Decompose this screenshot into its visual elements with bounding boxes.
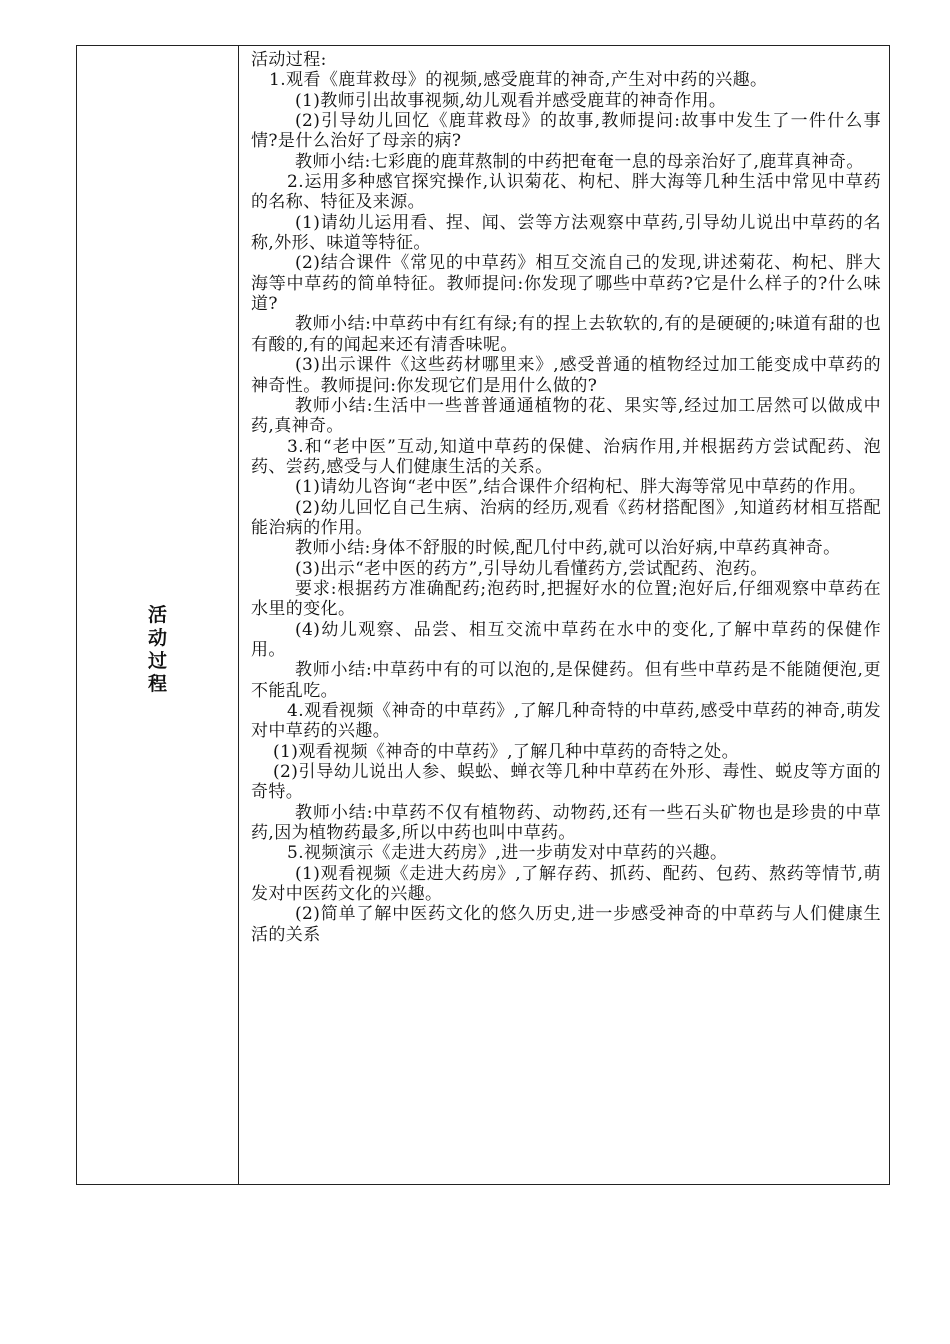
content-paragraph: 教师小结:中草药中有的可以泡的,是保健药。但有些中草药是不能随便泡,更不能乱吃。	[251, 660, 881, 701]
content-paragraph: (2)幼儿回忆自己生病、治病的经历,观看《药材搭配图》,知道药材相互搭配能治病的作用。	[251, 497, 881, 538]
content-paragraph: (2)引导幼儿回忆《鹿茸救母》的故事,教师提问:故事中发生了一件什么事情?是什么治好了母亲的病?	[251, 111, 881, 152]
section-label-char: 活	[147, 604, 167, 626]
activity-content	[251, 50, 881, 945]
section-label-char: 动	[147, 627, 167, 649]
content-paragraph: (3)出示“老中医的药方”,引导幼儿看懂药方,尝试配药、泡药。	[295, 558, 768, 579]
content-paragraph: (1)观看视频《走进大药房》,了解存药、抓药、配药、包药、熬药等情节,萌发对中医药文化的兴趣。	[251, 863, 881, 905]
content-paragraph: 3.和“老中医”互动,知道中草药的保健、治病作用,并根据药方尝试配药、泡药、尝药,感受与人们健康生活的关系。	[251, 436, 881, 477]
content-paragraph: (2)引导幼儿说出人参、蜈蚣、蝉衣等几种中草药在外形、毒性、蜕皮等方面的奇特。	[251, 762, 881, 803]
content-paragraph: 5.视频演示《走进大药房》,进一步萌发对中草药的兴趣。	[287, 843, 728, 864]
label-cell	[77, 46, 239, 1184]
content-paragraph: (3)出示课件《这些药材哪里来》,感受普通的植物经过加工能变成中草药的神奇性。教师提问:你发现它们是用什么做的?	[251, 355, 881, 396]
content-paragraph: (2)简单了解中医药文化的悠久历史,进一步感受神奇的中草药与人们健康生活的关系	[251, 904, 881, 945]
content-paragraph: (1)请幼儿咨询“老中医”,结合课件介绍枸杞、胖大海等常见中草药的作用。	[295, 477, 867, 498]
content-paragraph: 4.观看视频《神奇的中草药》,了解几种奇特的中草药,感受中草药的神奇,萌发对中草药的兴趣。	[251, 701, 881, 742]
content-paragraph: (1)教师引出故事视频,幼儿观看并感受鹿茸的神奇作用。	[295, 90, 727, 111]
content-paragraph: (1)观看视频《神奇的中草药》,了解几种中草药的奇特之处。	[273, 741, 740, 762]
content-paragraph: 1.观看《鹿茸救母》的视频,感受鹿茸的神奇,产生对中药的兴趣。	[269, 70, 768, 91]
content-paragraph: 教师小结:中草药不仅有植物药、动物药,还有一些石头矿物也是珍贵的中草药,因为植物药最多,所以中药也叫中草药。	[251, 802, 881, 844]
content-paragraph: (2)结合课件《常见的中草药》相互交流自己的发现,讲述菊花、枸杞、胖大海等中草药的简单特征。教师提问:你发现了哪些中草药?它是什么样子的?什么味道?	[251, 253, 881, 315]
section-label	[77, 604, 238, 696]
activity-table	[76, 45, 890, 1185]
content-paragraph: (4)幼儿观察、品尝、相互交流中草药在水中的变化,了解中草药的保健作用。	[251, 619, 881, 660]
content-paragraph: (1)请幼儿运用看、捏、闻、尝等方法观察中草药,引导幼儿说出中草药的名称,外形、味道等特征。	[251, 212, 881, 254]
content-paragraph: 教师小结:身体不舒服的时候,配几付中药,就可以治好病,中草药真神奇。	[295, 538, 841, 559]
section-label-char: 程	[147, 673, 167, 695]
content-paragraph: 教师小结:生活中一些普普通通植物的花、果实等,经过加工居然可以做成中药,真神奇。	[251, 395, 881, 437]
content-cell	[239, 46, 889, 1184]
content-paragraph: 活动过程:	[251, 50, 327, 70]
content-paragraph: 2.运用多种感官探究操作,认识菊花、枸杞、胖大海等几种生活中常见中草药的名称、特征及来源。	[251, 172, 881, 213]
content-paragraph: 教师小结:七彩鹿的鹿茸熬制的中药把奄奄一息的母亲治好了,鹿茸真神奇。	[295, 151, 864, 172]
content-paragraph: 教师小结:中草药中有红有绿;有的捏上去软软的,有的是硬硬的;味道有甜的也有酸的,有的闻起来还有清香味呢。	[251, 314, 881, 355]
section-label-char: 过	[147, 650, 167, 672]
content-paragraph: 要求:根据药方准确配药;泡药时,把握好水的位置;泡好后,仔细观察中草药在水里的变化。	[251, 578, 881, 620]
